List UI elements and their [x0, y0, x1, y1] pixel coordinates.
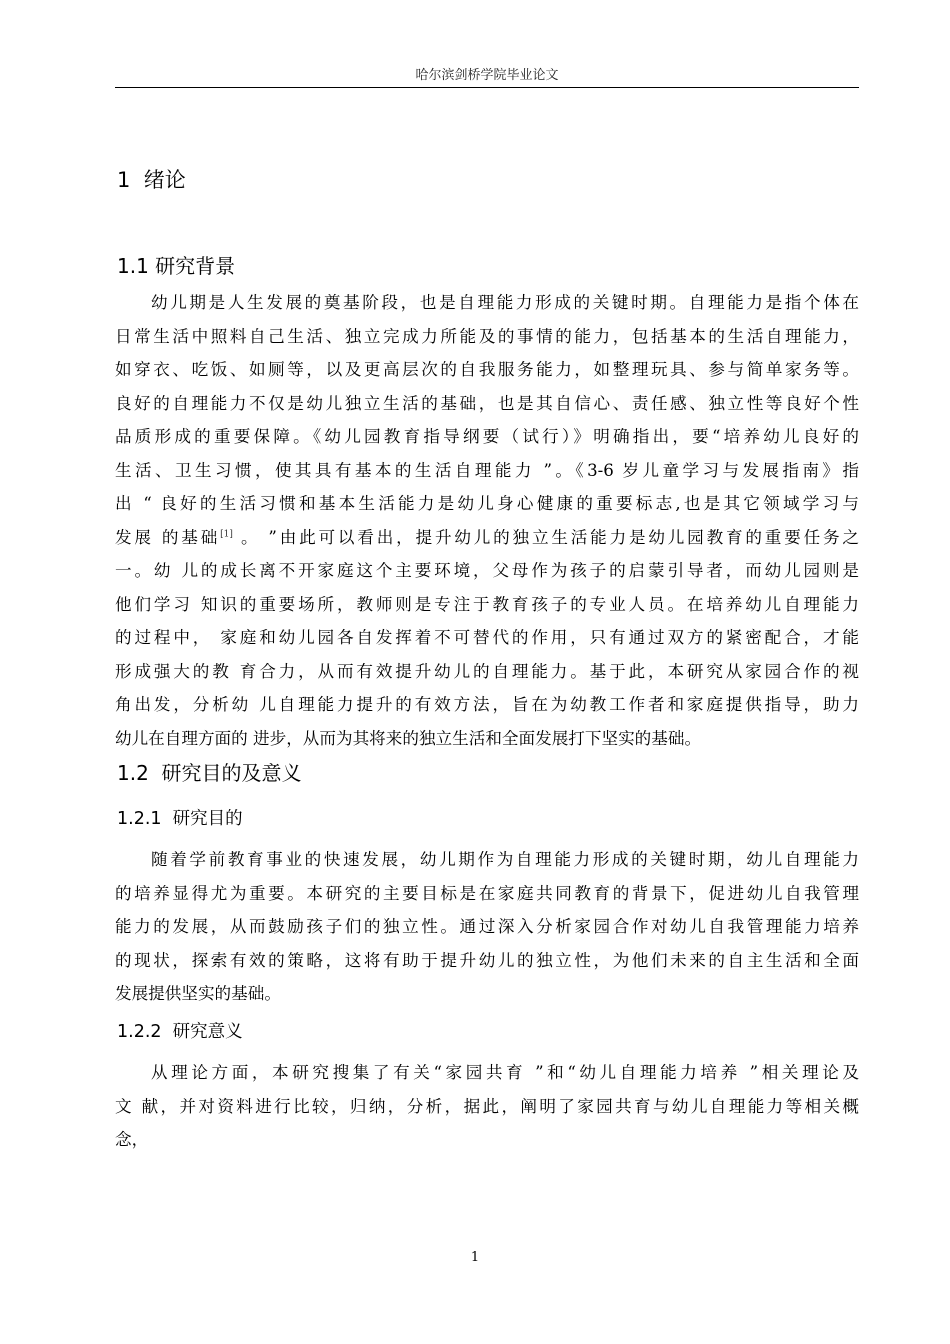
section-heading-1-2: 1.2 研究目的及意义 [117, 761, 302, 785]
text-line: 随着学前教育事业的快速发展，幼儿期作为自理能力形成的关键时期，幼儿自理能力 [151, 850, 859, 869]
text-segment: 。 ”由此可以看出，提升幼儿的独立生活能力是幼儿园教育的重要任务之 [232, 527, 860, 547]
chapter-heading: 1 绪论 [117, 168, 186, 192]
paragraph-research-background [115, 286, 859, 755]
paragraph-research-significance [115, 1056, 859, 1157]
page-number: 1 [470, 1250, 480, 1265]
text-line: 如穿衣、吃饭、如厕等，以及更高层次的自我服务能力，如整理玩具、参与简单家务等。 [115, 360, 859, 379]
section-heading-1-1: 1.1 研究背景 [117, 254, 236, 278]
text-segment: 发展 的基础 [115, 527, 221, 547]
text-line: 角出发，分析幼 儿自理能力提升的有效方法，旨在为幼教工作者和家庭提供指导，助力 [115, 695, 859, 714]
text-line: 从理论方面，本研究搜集了有关“家园共育 ”和“幼儿自理能力培养 ”相关理论及 [151, 1063, 859, 1082]
text-line: 日常生活中照料自己生活、独立完成力所能及的事情的能力，包括基本的生活自理能力， [115, 326, 859, 346]
text-line: 出 “ 良好的生活习惯和基本生活能力是幼儿身心健康的重要标志,也是其它领域学习与 [115, 494, 859, 513]
text-line: 能力的发展，从而鼓励孩子们的独立性。通过深入分析家园合作对幼儿自我管理能力培养 [115, 917, 859, 936]
paragraph-research-purpose [115, 843, 859, 1011]
subsection-heading-1-2-2: 1.2.2 研究意义 [117, 1022, 243, 1042]
text-line: 文 献，并对资料进行比较，归纳，分析，据此，阐明了家园共育与幼儿自理能力等相关概 [115, 1096, 859, 1116]
text-line: 他们学习 知识的重要场所，教师则是专注于教育孩子的专业人员。在培养幼儿自理能力 [115, 594, 859, 614]
text-line: 念， [115, 1130, 149, 1149]
running-header: 哈尔滨剑桥学院毕业论文 [415, 68, 559, 83]
text-line: 的现状，探索有效的策略，这将有助于提升幼儿的独立性，为他们未来的自主生活和全面 [115, 950, 859, 970]
text-line: 幼儿在自理方面的 进步，从而为其将来的独立生活和全面发展打下坚实的基础。 [115, 728, 702, 748]
subsection-heading-1-2-1: 1.2.1 研究目的 [117, 809, 243, 829]
text-line: 的过程中， 家庭和幼儿园各自发挥着不可替代的作用，只有通过双方的紧密配合，才能 [115, 628, 859, 647]
text-line: 生活、卫生习惯，使其具有基本的生活自理能力 ”。《3-6 岁儿童学习与发展指南》指 [115, 460, 859, 480]
text-line-with-citation [115, 521, 859, 555]
text-line: 形成强大的教 育合力，从而有效提升幼儿的自理能力。基于此，本研究从家园合作的视 [115, 661, 859, 681]
text-line: 良好的自理能力不仅是幼儿独立生活的基础，也是其自信心、责任感、独立性等良好个性 [115, 393, 859, 413]
text-line: 品质形成的重要保障。《幼儿园教育指导纲要（试行）》明确指出，要“培养幼儿良好的 [115, 427, 859, 446]
text-line: 的培养显得尤为重要。本研究的主要目标是在家庭共同教育的背景下，促进幼儿自我管理 [115, 883, 859, 903]
text-line: 发展提供坚实的基础。 [115, 984, 281, 1003]
header-divider [115, 87, 859, 88]
text-line: 一。幼 儿的成长离不开家庭这个主要环境，父母作为孩子的启蒙引导者，而幼儿园则是 [115, 561, 859, 580]
citation-marker[interactable]: [1] [220, 528, 233, 539]
text-line: 幼儿期是人生发展的奠基阶段，也是自理能力形成的关键时期。自理能力是指个体在 [151, 293, 859, 312]
